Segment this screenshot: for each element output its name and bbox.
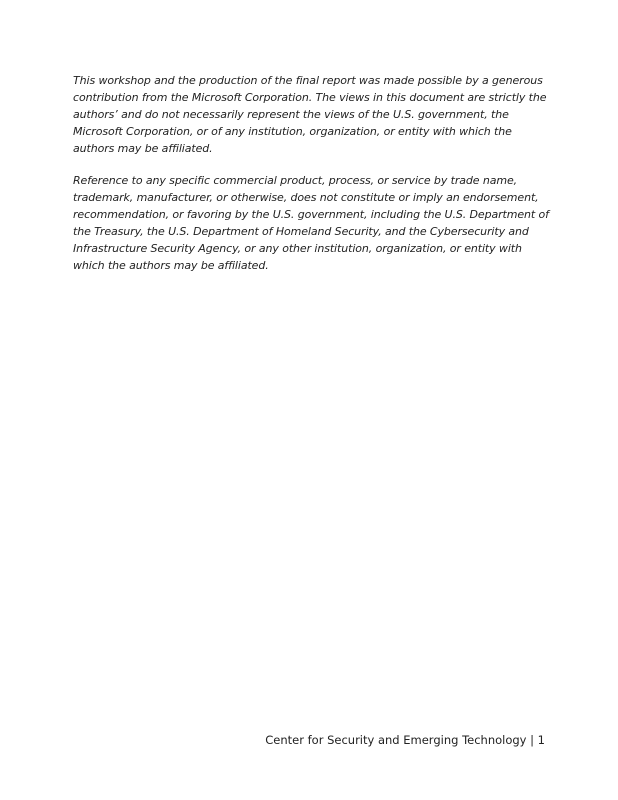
page-footer: Center for Security and Emerging Technology | 1 [265,733,545,747]
funding-acknowledgement-paragraph: This workshop and the production of the final report was made possible by a generous contribution from the Microsoft Corporation. The views in this document are strictly the authors’ and do not necessarily represent the views of the U.S. government, the Microsoft Corporation, or of any institution, organization, or entity with which the authors may be affiliated. [73,74,547,155]
endorsement-disclaimer-paragraph: Reference to any specific commercial product, process, or service by trade name, trademark, manufacturer, or otherwise, does not constitute or imply an endorsement, recommendation, or favoring by the U.S. government, including the U.S. Department of the Treasury, the U.S. Department of Homeland Security, and the Cybersecurity and Infrastructure Security Agency, or any other institution, organization, or entity with which the authors may be affiliated. [73,174,549,272]
